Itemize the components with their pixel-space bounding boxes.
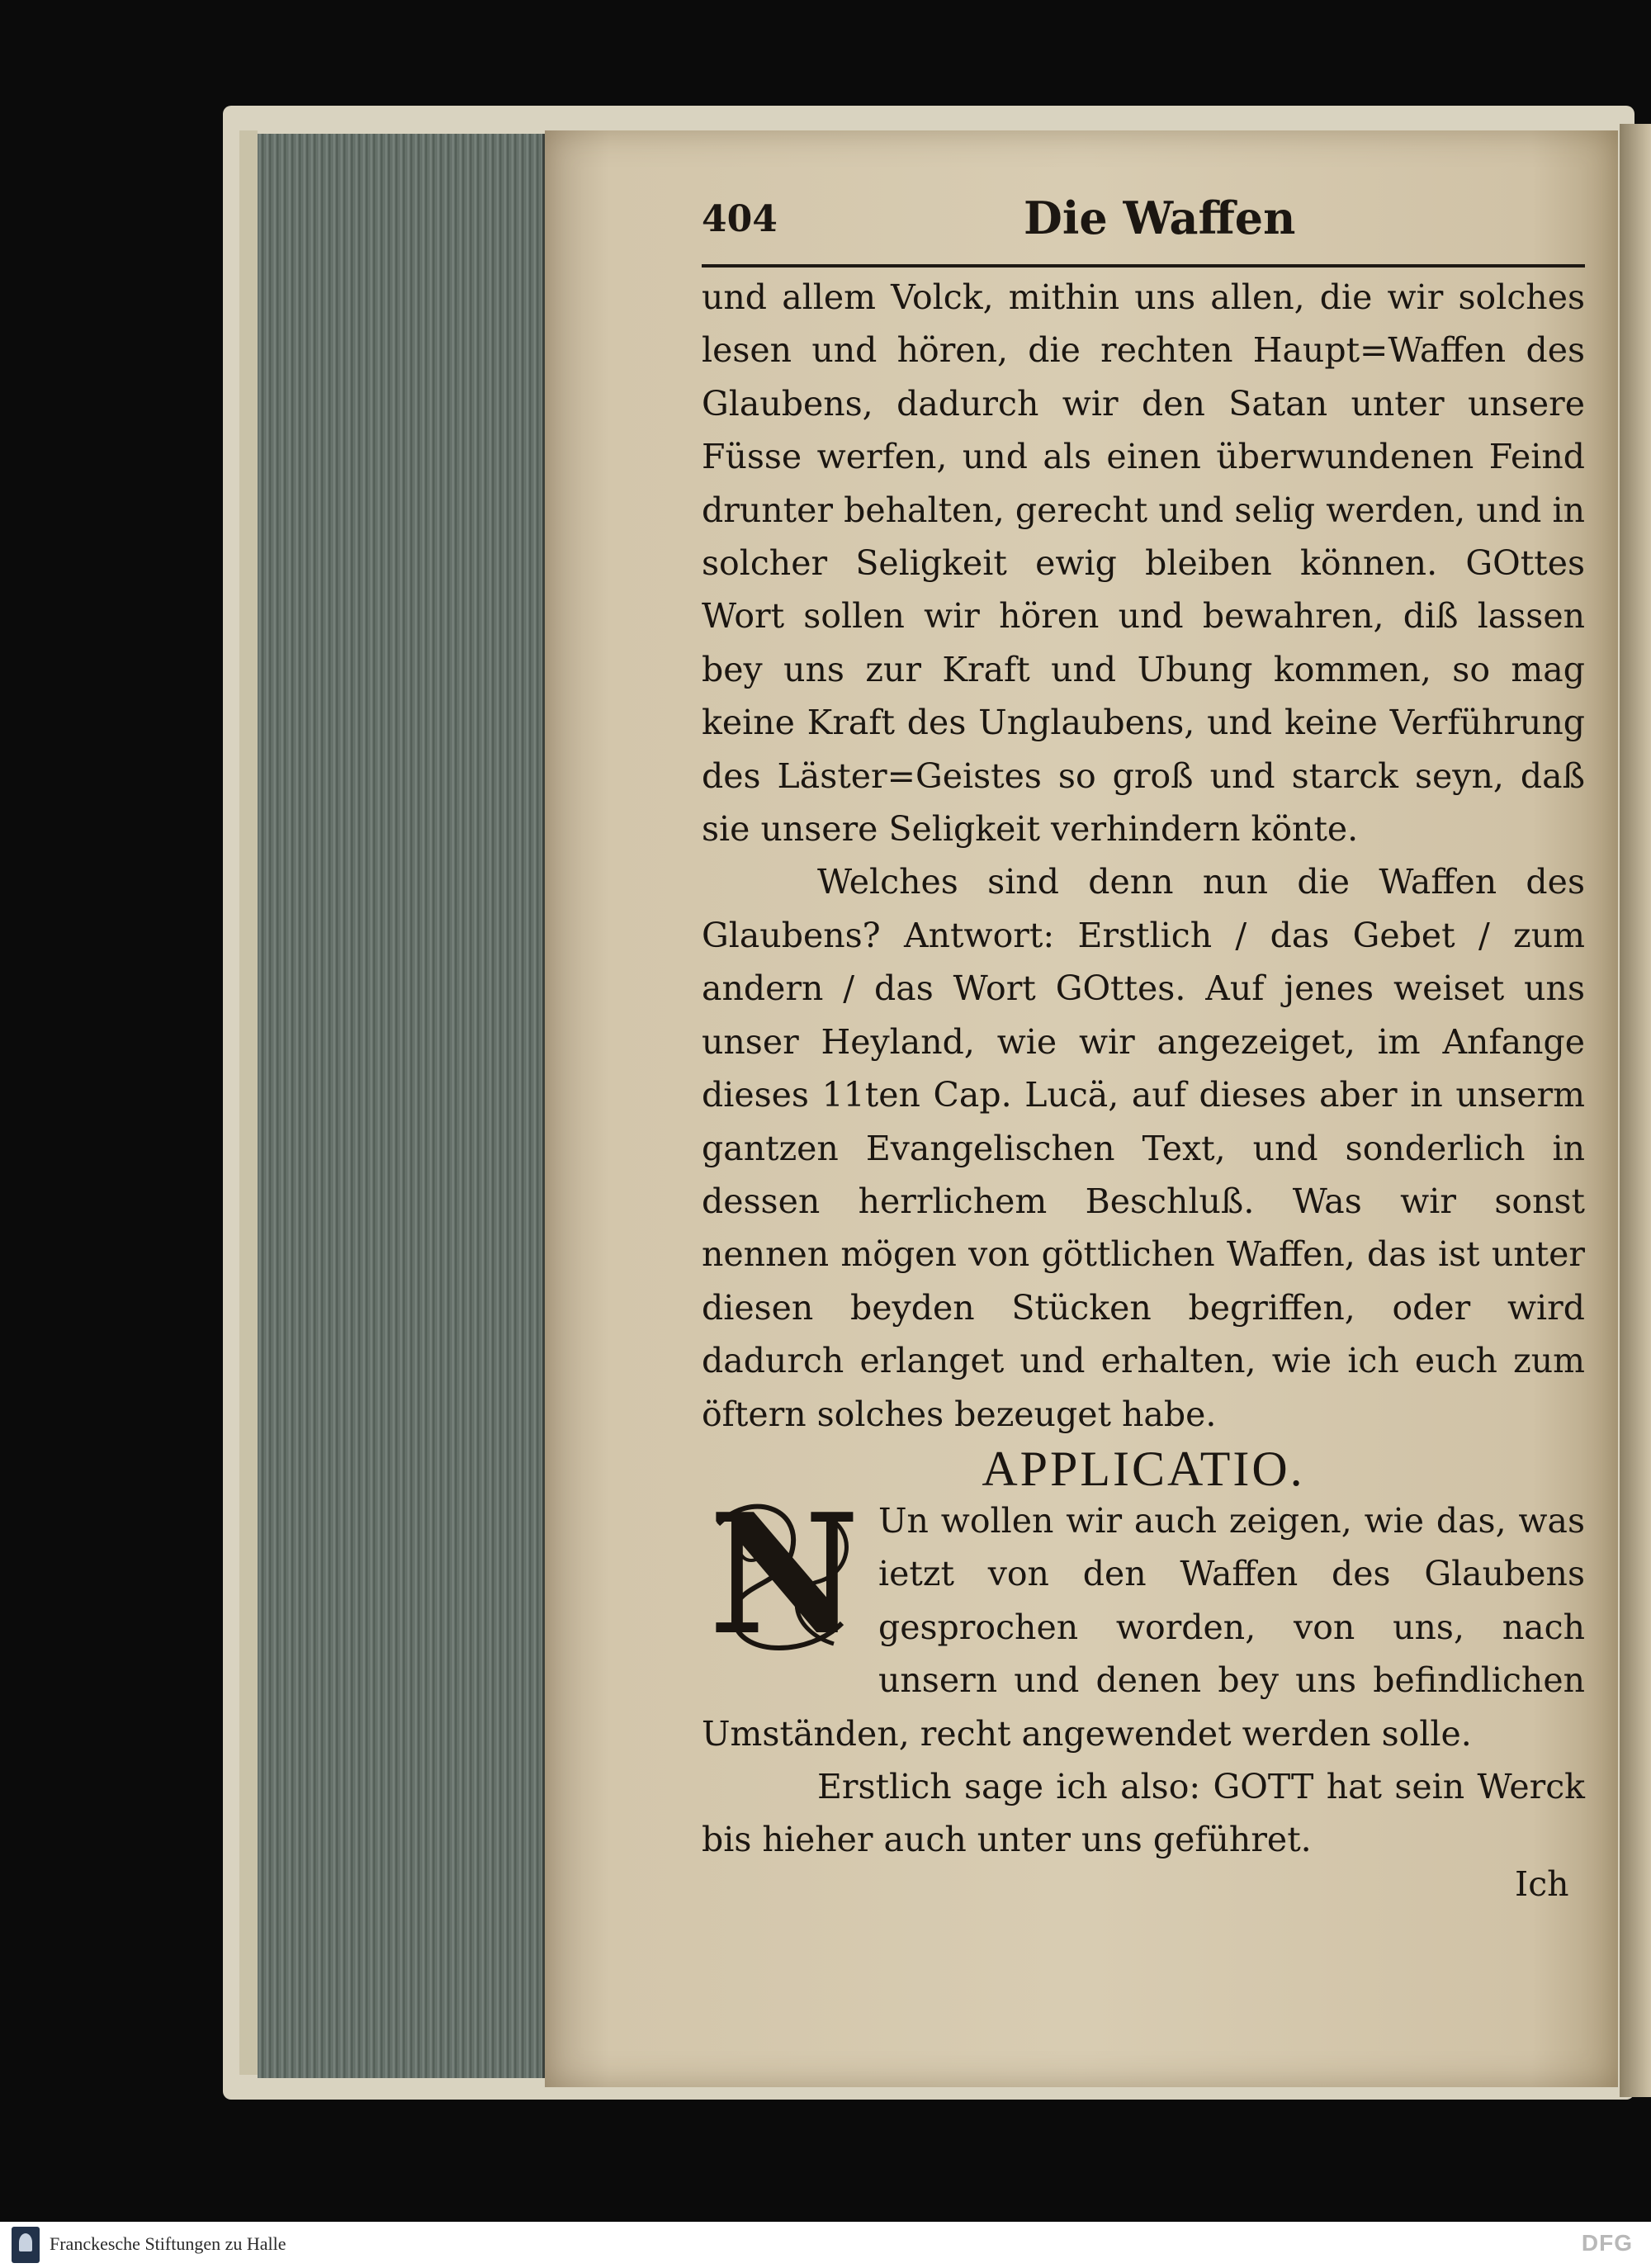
paragraph: Un wollen wir auch zeigen, wie das, was ietzt von den Waffen des Glaubens gesprochen worden, von uns, nach unsern und denen bey uns befindlichen Umständen, recht angewendet werden solle. bbox=[702, 1501, 1585, 1754]
facing-page-edge bbox=[1620, 124, 1651, 2097]
dropcap-letter: N bbox=[708, 1478, 860, 1672]
dfg-badge: DFG bbox=[1581, 2230, 1633, 2256]
paragraph: Welches sind denn nun die Waffen des Glaubens? Antwort: Erstlich / das Gebet / zum andern / das Wort GOttes. Auf jenes weiset uns unser Heyland, wie wir angezeiget, im Anfange dieses 11ten Cap. Lucä, auf dieses aber in unserm gantzen Evangelischen Text, und sonderlich in dessen herrlichem Beschluß. Was wir sonst nennen mögen von göttlichen Waffen, das ist unter diesen beyden Stücken begriffen, oder wird dadurch erlanget und erhalten, wie ich euch zum öftern solches bezeuget habe. bbox=[702, 862, 1585, 1434]
running-title: Die Waffen bbox=[1024, 192, 1296, 244]
paragraph: und allem Volck, mithin uns allen, die wir solches lesen und hören, die rechten Haupt=Waffen des Glaubens, dadurch wir den Satan unter unsere Füsse werfen, und als einen überwundenen Feind drunter behalten, gerecht und selig werden, und in solcher Seligkeit ewig bleiben können. GOttes Wort sollen wir hören und bewahren, diß lassen bey uns zur Kraft und Ubung kommen, so mag keine Kraft des Unglaubens, und keine Verführung des Läster=Geistes so groß und starck seyn, daß sie unsere Seligkeit verhindern könte. bbox=[702, 277, 1585, 850]
footer-label: Franckesche Stiftungen zu Halle bbox=[50, 2233, 286, 2254]
applicatio-text bbox=[702, 1478, 1585, 1867]
page-number: 404 bbox=[702, 198, 778, 240]
section-title: APPLICATIO. bbox=[982, 1442, 1305, 1496]
decorated-initial-icon bbox=[702, 1478, 867, 1672]
paragraph: Erstlich sage ich also: GOTT hat sein Werck bis hieher auch unter uns geführet. bbox=[702, 1767, 1585, 1860]
header-rule bbox=[702, 264, 1585, 268]
foundation-logo-icon bbox=[12, 2227, 40, 2263]
page-header bbox=[702, 192, 1585, 249]
page-edges bbox=[258, 134, 547, 2078]
catchword: Ich bbox=[1515, 1864, 1569, 1904]
footer-bar bbox=[0, 2222, 1651, 2268]
body-text bbox=[702, 271, 1585, 1441]
